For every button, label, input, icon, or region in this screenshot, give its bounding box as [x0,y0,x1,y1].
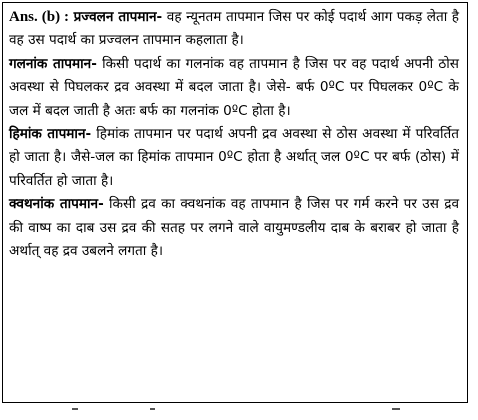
cropped-text-mark [150,408,155,410]
answer-label: Ans. (b) : [9,9,70,25]
definition-ignition-temperature: वह न्यूनतम तापमान जिस पर कोई पदार्थ आग पकड़ लेता है वह उस पदार्थ का प्रज्वलन तापमान कहलाता है। [9,9,460,49]
term-freezing-point: हिमांक तापमान- [9,126,92,143]
term-ignition-temperature: प्रज्वलन तापमान- [73,9,163,25]
paragraph-ignition-temperature [9,6,459,53]
cropped-text-mark [392,408,400,410]
paragraph-boiling-point [9,193,459,263]
paragraph-melting-point [9,53,459,123]
definition-melting-point: किसी पदार्थ का गलनांक वह तापमान है जिस पर वह पदार्थ अपनी ठोस अवस्था से पिघलकर द्रव अवस्था में बदल जाता है। जेसे- बर्फ 0ºC पर पिघलकर 0ºC के जल में बदल जाती है अतः बर्फ का गलनांक 0ºC होता है। [9,55,459,119]
paragraph-freezing-point [9,123,459,193]
cropped-next-line-fragment [0,405,478,420]
term-boiling-point: क्वथनांक तापमान- [9,196,104,213]
term-melting-point: गलनांक तापमान- [9,55,97,72]
cropped-text-mark [72,408,78,410]
answer-box [2,2,468,403]
definition-freezing-point: हिमांक तापमान पर पदार्थ अपनी द्रव अवस्था से ठोस अवस्था में परिवर्तित हो जाता है। जैसे-जल का हिमांक तापमान 0ºC होता है अर्थात् जल 0ºC पर बर्फ (ठोस) में परिवर्तित हो जाता है। [9,126,459,189]
definition-boiling-point: किसी द्रव का क्वथनांक वह तापमान है जिस पर गर्म करने पर उस द्रव की वाष्प का दाब उस द्रव की सतह पर लगने वाले वायुमण्डलीय दाब के बराबर हो जाता है अर्थात् वह द्रव उबलने लगता है। [9,196,460,260]
